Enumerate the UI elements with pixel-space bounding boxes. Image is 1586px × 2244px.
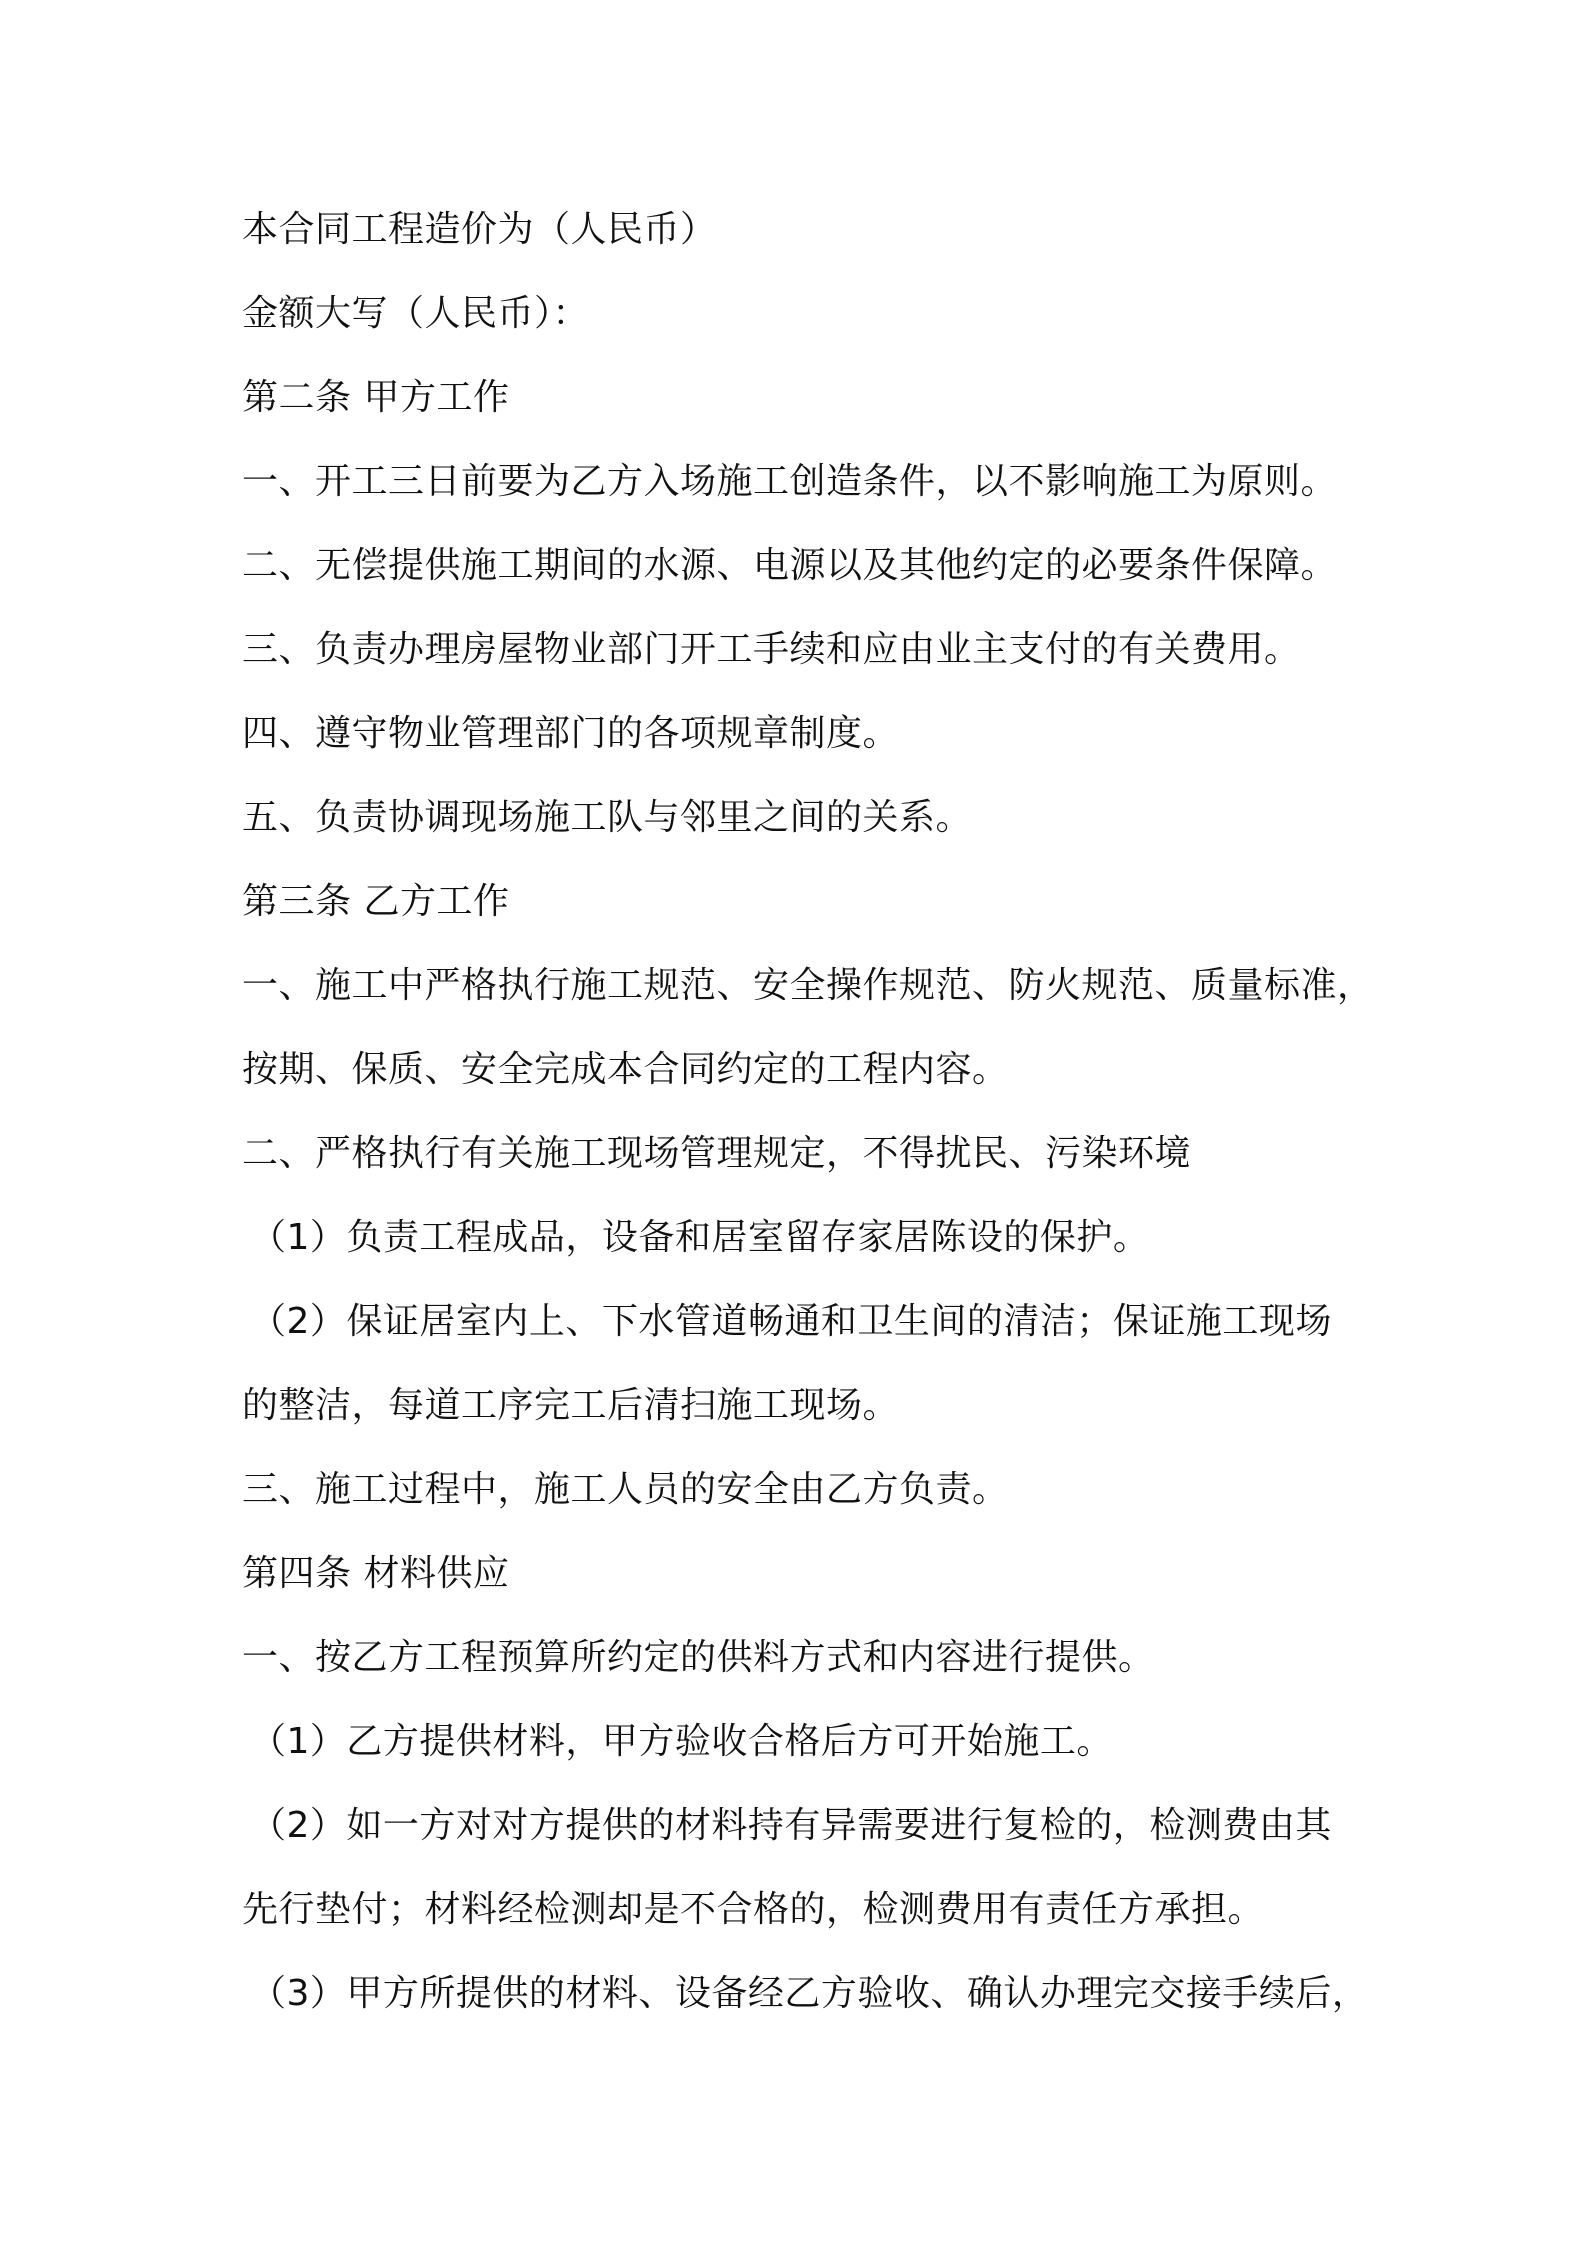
article-3-item-2-sub-2: （2）保证居室内上、下水管道畅通和卫生间的清洁；保证施工现场 (250, 1301, 1332, 1342)
article-3-item-2-sub-1: （1）负责工程成品，设备和居室留存家居陈设的保护。 (250, 1217, 1150, 1258)
article-4-item-1-sub-2: （2）如一方对对方提供的材料持有异需要进行复检的，检测费由其 (250, 1805, 1332, 1846)
article-4-item-1: 一、按乙方工程预算所约定的供料方式和内容进行提供。 (242, 1637, 1155, 1678)
document-body (242, 200, 1392, 2048)
amount-in-words-line: 金额大写（人民币）： (242, 293, 590, 334)
article-3-item-1: 一、施工中严格执行施工规范、安全操作规范、防火规范、质量标准， (242, 965, 1374, 1006)
article-2-item-2: 二、无偿提供施工期间的水源、电源以及其他约定的必要条件保障。 (242, 545, 1338, 586)
article-3-item-3: 三、施工过程中，施工人员的安全由乙方负责。 (242, 1469, 1009, 1510)
contract-price-line: 本合同工程造价为（人民币） (242, 209, 717, 250)
article-3-item-2-sub-2-continued: 的整洁，每道工序完工后清扫施工现场。 (242, 1385, 900, 1426)
article-4-item-1-sub-3: （3）甲方所提供的材料、设备经乙方验收、确认办理完交接手续后， (250, 1973, 1369, 2014)
article-3-item-1-continued: 按期、保质、安全完成本合同约定的工程内容。 (242, 1049, 1009, 1090)
article-4-heading: 第四条 材料供应 (242, 1553, 510, 1594)
article-2-item-1: 一、开工三日前要为乙方入场施工创造条件，以不影响施工为原则。 (242, 461, 1338, 502)
article-2-heading: 第二条 甲方工作 (242, 377, 510, 418)
article-2-item-3: 三、负责办理房屋物业部门开工手续和应由业主支付的有关费用。 (242, 629, 1301, 670)
article-3-heading: 第三条 乙方工作 (242, 881, 510, 922)
article-4-item-1-sub-2-continued: 先行垫付；材料经检测却是不合格的，检测费用有责任方承担。 (242, 1889, 1265, 1930)
article-3-item-2: 二、严格执行有关施工现场管理规定，不得扰民、污染环境 (242, 1133, 1192, 1174)
article-2-item-4: 四、遵守物业管理部门的各项规章制度。 (242, 713, 900, 754)
article-2-item-5: 五、负责协调现场施工队与邻里之间的关系。 (242, 797, 973, 838)
article-4-item-1-sub-1: （1）乙方提供材料，甲方验收合格后方可开始施工。 (250, 1721, 1113, 1762)
